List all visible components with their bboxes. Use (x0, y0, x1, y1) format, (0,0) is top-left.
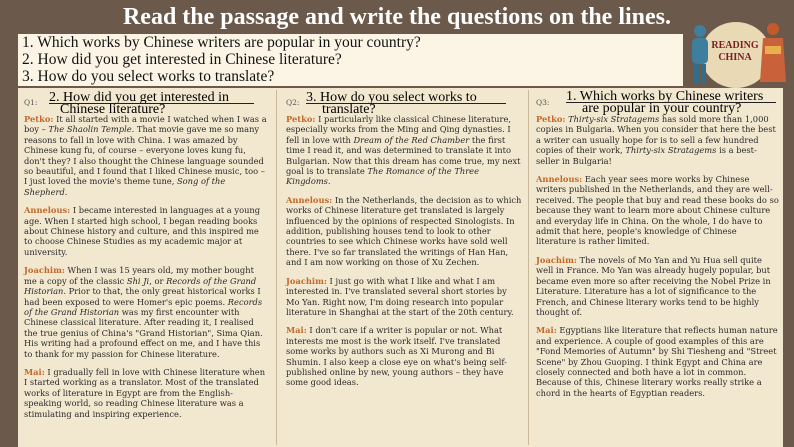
paragraph-text: Each year sees more works by Chinese writers published in the Netherlands, and they are well-received. The people that buy and read these books do so because they want to learn more about Chinese culture and everyday life in China. On the whole, I do have to admit that here, people's knowledge of Chinese literature is rather limited. (536, 174, 779, 247)
answer-paragraph (24, 205, 269, 257)
page-title: Read the passage and write the questions on the lines. (122, 4, 672, 30)
answer-line-2: Chinese literature? (60, 102, 166, 117)
paragraph-text: When I was 15 years old, my mother bought me a copy of the classic (24, 265, 254, 286)
column-q1 (18, 88, 273, 447)
paragraph-text: . Prior to that, the only great historical works I had been exposed to were Homer's epic poems. (24, 286, 261, 307)
badge-china: CHINA (718, 52, 752, 63)
paragraph-text: the first time I read it, and was determined to translate it into Bulgarian. Now that this dream has come true, my next goal is to translate (286, 134, 521, 177)
paragraph-text: Egyptians like literature that reflects human nature and experience. A couple of good examples of this are "Fond Memories of Autumn" by Shi Tiesheng and "Street Scene" by Zhou Guoping. I think Egypt and China are closely connected and both have a lot in common. Because of this, Chinese literary works really strike a chord in the hearts of Egyptian readers. (536, 325, 778, 398)
paragraph-text: . (327, 176, 331, 187)
answer-line-2: translate? (322, 102, 376, 117)
speaker-name: Annelous: (286, 194, 333, 205)
work-title: The Romance of the Three Kingdoms (286, 166, 480, 187)
question-number: Q1: (24, 98, 38, 107)
speaker-name: Joachim: (536, 254, 577, 265)
answer-paragraph (536, 174, 779, 247)
answer-line-1: 1. Which works by Chinese writers (566, 89, 764, 104)
column-q3 (530, 88, 783, 447)
answer-line-1: 2. How did you get interested in (49, 90, 230, 105)
answer-paragraph (24, 265, 269, 359)
work-title: The Shaolin Temple (48, 124, 132, 135)
answer-line-1: 3. How do you select works to (306, 90, 477, 105)
work-title: Thirty-six Stratagems (625, 145, 717, 156)
passage-page (18, 88, 783, 447)
paragraph-text: I just go with what I like and what I am interested in. I've translated several short stories by Mo Yan. Right now, I'm doing research into popular literature in Shanghai at the start of the 20th century. (286, 275, 514, 317)
answer-paragraph (286, 114, 522, 187)
answer-paragraph (536, 114, 779, 166)
speaker-name: Petko: (286, 114, 316, 124)
speaker-name: Joachim: (286, 275, 327, 286)
speaker-name: Annelous: (24, 205, 71, 216)
speaker-name: Mai: (24, 366, 45, 377)
question-number: Q2: (286, 98, 300, 107)
paragraph-text: I gradually fell in love with Chinese literature when I started working as a translator. Most of the translated works of literature in Egypt are from the English-speaking world, so reading Chinese literature was a stimulating and inspiring experience. (24, 366, 266, 419)
speaker-name: Petko: (24, 114, 54, 124)
paragraph-text: I became interested in languages at a young age. When I started high school, I began reading books about Chinese history and culture, and this inspired me to choose Chinese Studies as my academic major at university. (24, 205, 261, 257)
paragraph-text: I don't care if a writer is popular or not. What interests me most is the work itself. I've translated some works by authors such as Xi Murong and Bi Shumin. I also keep a close eye on what's being self-published online by new, young authors – they have some good ideas. (286, 325, 507, 388)
column-divider (276, 90, 277, 445)
question-1: 1. Which works by Chinese writers are popular in your country? (22, 34, 421, 51)
question-2: 2. How did you get interested in Chinese literature? (22, 51, 342, 68)
question-3: 3. How do you select works to translate? (22, 68, 275, 85)
paragraph-text: The novels of Mo Yan and Yu Hua sell quite well in France. Mo Yan was already hugely popular, but became even more so after receiving the Nobel Prize in Literature. Literature has a lot of significance to the French, and Chinese literary works tend to be highly thought of. (536, 254, 771, 317)
answer-paragraph (536, 325, 779, 398)
paragraph-text: , or (149, 275, 167, 286)
paragraph-text: . That movie gave me so many reasons to fall in love with China. I was amazed by Chinese kung fu, of course – everyone loves kung fu, don't they? I also thought the Chinese language sounded so beautiful, and I found that I liked Chinese music, too – I just loved the movie's theme tune, (24, 124, 265, 187)
paragraph-text: . (64, 186, 68, 197)
answer-line-2: are popular in your country? (582, 101, 742, 116)
column-q2 (280, 88, 526, 447)
work-title: Shi Ji (126, 275, 150, 286)
speaker-name: Mai: (536, 325, 557, 336)
paragraph-text: has sold more than 1,000 copies in Bulgaria. When you consider that here the best a writer can usually hope for is to sell a few hundred copies of their work, (536, 114, 776, 156)
speaker-name: Annelous: (536, 174, 583, 185)
paragraph-text: It all started with a movie I watched when I was a boy – (24, 114, 267, 135)
badge-reading: READING (711, 40, 759, 51)
speaker-name: Mai: (286, 325, 307, 336)
questions-banner (18, 34, 683, 86)
work-title: Dream of the Red Chamber (353, 134, 470, 145)
paragraph-text: In the Netherlands, the decision as to which works of Chinese literature get translated is largely influenced by the opinions of respected Sinologists. In addition, publishing houses tend to look to other countries to see which Chinese works have sold well there. I've so far translated the writings of Han Han, and I am now working on those of Xu Zechen. (286, 194, 522, 268)
reading-china-badge (683, 18, 787, 88)
speaker-name: Joachim: (24, 265, 65, 276)
work-title: Records of the Grand Historian (24, 296, 263, 317)
paragraph-text: is a best-seller in Bulgaria! (536, 145, 757, 166)
speaker-name: Petko: (536, 114, 566, 124)
column-divider (528, 90, 529, 445)
answer-paragraph (536, 255, 779, 317)
answer-paragraph (286, 325, 522, 387)
paragraph-text: was my first encounter with Chinese classical literature. After reading it, I realised the true genius of China's "Grand Historian", Sima Qian. His writing had a profound effect on me, and I have this to thank for my passion for Chinese literature. (24, 306, 263, 359)
work-title: Records of the Grand Historian (24, 275, 257, 297)
answer-paragraph (286, 195, 522, 268)
answer-paragraph (24, 367, 269, 419)
answer-paragraph (24, 114, 269, 197)
work-title: Song of the Shepherd (24, 176, 226, 197)
question-number: Q3: (536, 98, 550, 107)
paragraph-text: I particularly like classical Chinese literature, especially works from the Ming and Qing dynasties. I fell in love with (286, 114, 512, 145)
answer-paragraph (286, 276, 522, 318)
work-title: Thirty-six Stratagems (568, 114, 660, 124)
